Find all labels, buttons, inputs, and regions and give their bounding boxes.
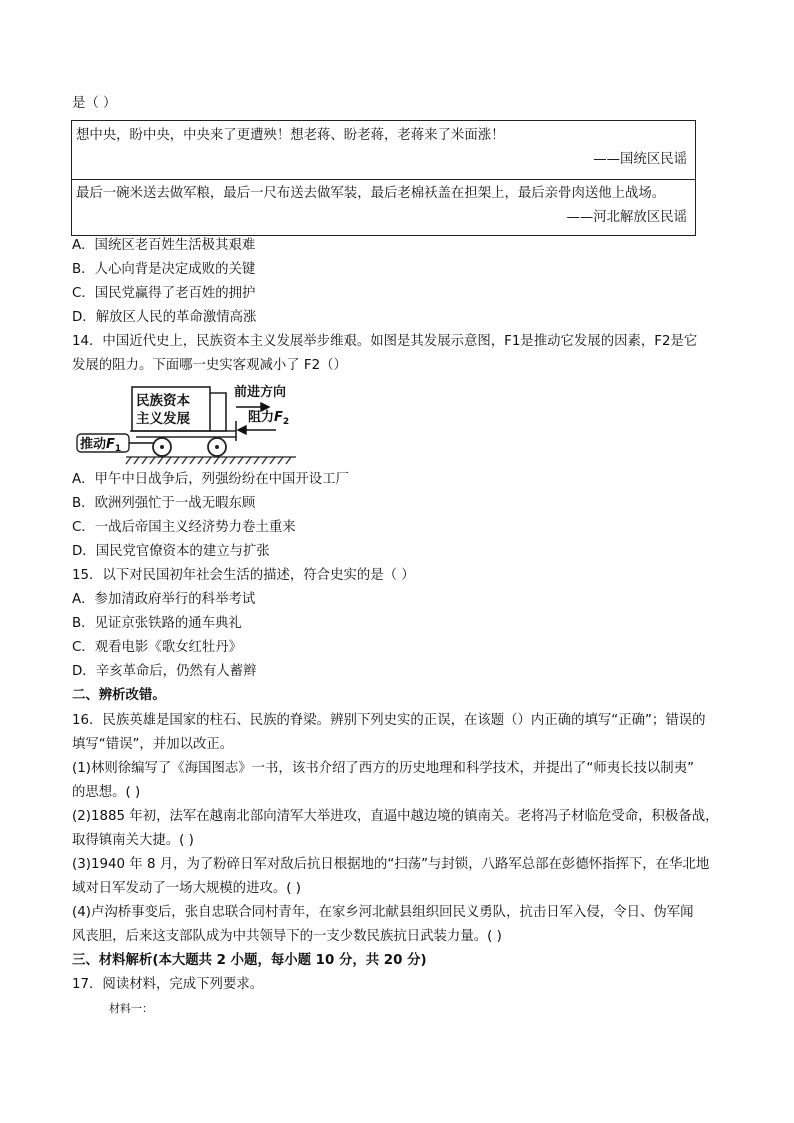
push-index: 1 <box>114 444 122 454</box>
force-diagram <box>76 381 306 471</box>
q13-option-a: A．国统区老百姓生活极其艰难 <box>72 238 256 253</box>
diagram-resist-label <box>248 409 289 427</box>
section-2-title: 二、辨析改错。 <box>72 688 166 703</box>
resist-arrow <box>238 426 276 434</box>
push-symbol: F <box>106 437 115 452</box>
q16-item4-line2: 风丧胆，后来这支部队成为中共领导下的一支少数民族抗日武装力量。( ) <box>72 929 502 944</box>
q16-item3-line1: (3)1940 年 8 月，为了粉碎日军对敌后抗日根据地的“扫荡”与封锁，八路军总部在彭德怀指挥下，在华北地 <box>72 857 710 872</box>
q14-option-d: D．国民党官僚资本的建立与扩张 <box>72 544 270 559</box>
q14-option-a: A．甲午中日战争后，列强纷纷在中国开设工厂 <box>72 472 349 487</box>
wheel-right <box>208 438 226 456</box>
quote-2-text: 最后一碗米送去做军粮，最后一尺布送去做军装，最后老棉袄盖在担架上，最后亲骨肉送他上战场。 <box>76 186 666 201</box>
q14-option-b: B．欧洲列强忙于一战无暇东顾 <box>72 496 256 511</box>
q16-stem-line2: 填写“错误”，并加以改正。 <box>72 737 234 752</box>
q16-item1-line1: (1)林则徐编写了《海国图志》一书，该书介绍了西方的历史地理和科学技术，并提出了“师夷长技以制夷” <box>72 761 695 776</box>
q14-option-c: C．一战后帝国主义经济势力卷土重来 <box>72 520 296 535</box>
wheel-left <box>153 438 171 456</box>
push-text: 推动 <box>80 437 107 452</box>
ground-line <box>126 457 296 464</box>
q16-item1-line2: 的思想。( ) <box>72 785 141 800</box>
q16-item4-line1: (4)卢沟桥事变后，张自忠联合同村青年，在家乡河北献县组织回民义勇队，抗击日军入侵，令日、伪军闻 <box>72 905 694 920</box>
resist-index: 2 <box>282 417 290 427</box>
q16-item2-line1: (2)1885 年初，法军在越南北部向清军大举进攻，直逼中越边境的镇南关。老将冯子材临危受命，积极备战， <box>72 809 719 824</box>
quote-2-source: ——河北解放区民谣 <box>566 210 687 225</box>
q13-option-c: C．国民党赢得了老百姓的拥护 <box>72 286 256 301</box>
q16-stem-line1: 16．民族英雄是国家的柱石、民族的脊梁。辨别下列史实的正误，在该题（）内正确的填写“正确”；错误的 <box>72 713 706 728</box>
q15-option-b: B．见证京张铁路的通车典礼 <box>72 616 242 631</box>
q14-stem-line2: 发展的阻力。下面哪一史实客观减小了 F2（） <box>72 358 347 373</box>
q15-option-d: D．辛亥革命后，仍然有人蓄辫 <box>72 664 257 679</box>
quote-1-text: 想中央，盼中央，中央来了更遭殃！想老蒋、盼老蒋，老蒋来了米面涨！ <box>76 128 505 143</box>
diagram-box-line1: 民族资本 <box>136 393 190 409</box>
resist-text: 阻力 <box>248 410 275 425</box>
q14-stem-line1: 14．中国近代史上，民族资本主义发展举步维艰。如图是其发展示意图，F1是推动它发展的因素，F2是它 <box>72 334 698 349</box>
question-continuation: 是（ ） <box>72 96 117 111</box>
q13-option-d: D．解放区人民的革命激情高涨 <box>72 310 257 325</box>
resist-symbol: F <box>274 410 283 425</box>
q16-item3-line2: 域对日军发动了一场大规模的进攻。( ) <box>72 881 301 896</box>
q17-stem: 17．阅读材料，完成下列要求。 <box>72 977 264 992</box>
diagram-box-line2: 主义发展 <box>136 411 190 427</box>
diagram-forward-label: 前进方向 <box>234 385 287 400</box>
quote-1-source: ——国统区民谣 <box>593 152 687 167</box>
material-label: 材料一： <box>109 1002 153 1015</box>
q13-option-b: B．人心向背是决定成败的关键 <box>72 262 256 277</box>
section-3-title: 三、材料解析(本大题共 2 小题，每小题 10 分，共 20 分) <box>72 953 427 968</box>
q15-option-c: C．观看电影《歌女红牡丹》 <box>72 640 243 655</box>
q15-stem: 15．以下对民国初年社会生活的描述，符合史实的是（ ） <box>72 568 415 583</box>
q16-item2-line2: 取得镇南关大捷。( ) <box>72 833 194 848</box>
quote-divider <box>72 179 695 180</box>
q15-option-a: A．参加清政府举行的科举考试 <box>72 592 256 607</box>
quote-table <box>71 120 696 236</box>
